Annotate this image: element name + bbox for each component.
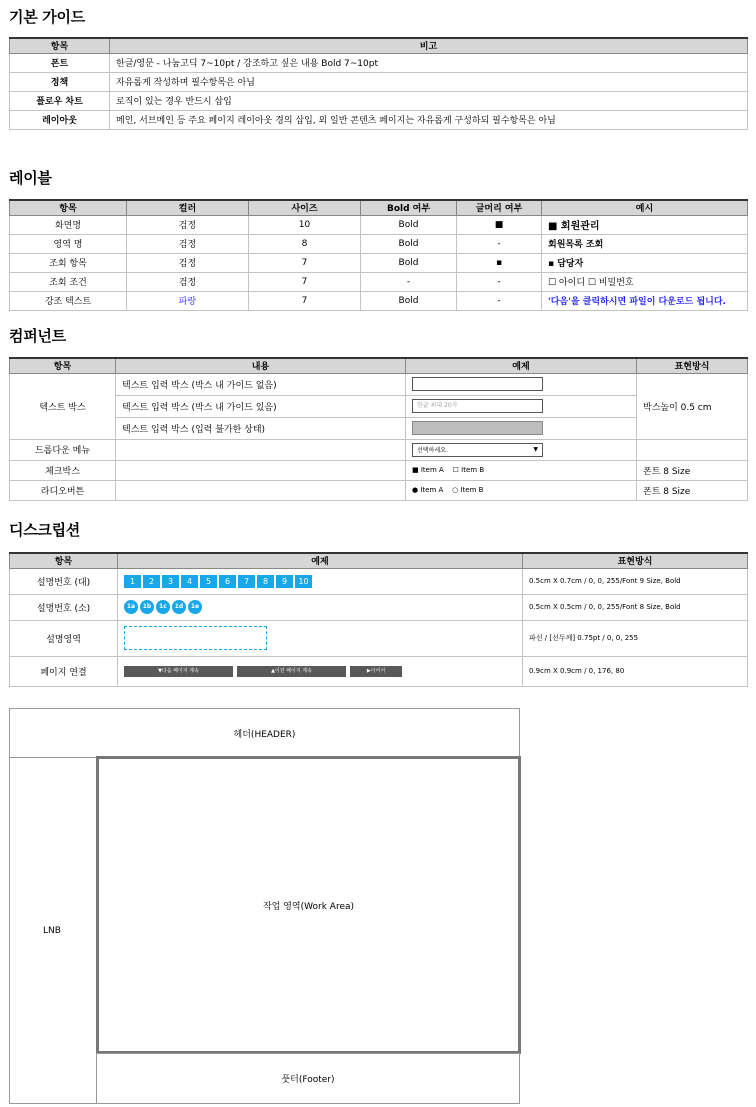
row-color: 파랑 <box>127 291 249 310</box>
desc-num-badge: 6 <box>219 575 236 588</box>
table-header <box>10 553 748 568</box>
col-header: 글머리 여부 <box>457 200 542 215</box>
row-size: 7 <box>249 272 361 291</box>
row-example <box>406 480 637 500</box>
row-style: 폰트 8 Size <box>637 460 748 480</box>
row-example <box>406 439 637 460</box>
row-bullet: ■ <box>457 215 542 234</box>
layout-work-area: 작업 영역(Work Area) <box>96 756 521 1054</box>
desc-num-badge: 4 <box>181 575 198 588</box>
row-item-textbox: 텍스트 박스 <box>10 373 116 439</box>
row-bullet: - <box>457 234 542 253</box>
row-item-checkbox: 체크박스 <box>10 460 116 480</box>
row-style: 파선 / [선두께] 0.75pt / 0, 0, 255 <box>523 620 748 656</box>
row-content <box>116 460 406 480</box>
row-size: 8 <box>249 234 361 253</box>
layout-lnb: LNB <box>9 757 97 1104</box>
description-table <box>9 552 748 687</box>
radio-item-a[interactable]: ● Item A <box>412 486 444 494</box>
row-size: 7 <box>249 291 361 310</box>
row-example <box>406 460 637 480</box>
component-table <box>9 357 748 501</box>
row-item: 정책 <box>10 72 110 91</box>
section-title-label: 레이블 <box>9 169 52 187</box>
row-item: 영역 명 <box>10 234 127 253</box>
section-title-component: 컴퍼넌트 <box>9 327 66 345</box>
row-item: 조회 조건 <box>10 272 127 291</box>
layout-footer: 풋터(Footer) <box>96 1053 520 1104</box>
row-color: 검정 <box>127 253 249 272</box>
col-header: 내용 <box>116 358 406 373</box>
desc-circle-badge: 1e <box>188 600 202 614</box>
table-header <box>10 38 748 53</box>
dashed-description-area <box>124 626 267 650</box>
layout-header: 헤더(HEADER) <box>9 708 520 758</box>
row-item: 화면명 <box>10 215 127 234</box>
continue-button[interactable]: ▶이어서 <box>350 666 402 677</box>
col-header: 컬러 <box>127 200 249 215</box>
col-header: 비고 <box>110 38 748 53</box>
row-color: 검정 <box>127 272 249 291</box>
row-example <box>118 568 523 594</box>
basic-guide-table <box>9 37 748 130</box>
row-example: '다음'을 클릭하시면 파일이 다운로드 됩니다. <box>542 291 748 310</box>
row-item: 페이지 연결 <box>10 656 118 686</box>
section-title-description: 디스크립션 <box>9 521 80 539</box>
row-note: 한글/영문 - 나눔고딕 7~10pt / 강조하고 싶은 내용 Bold 7~10pt <box>110 53 748 72</box>
desc-num-badge: 10 <box>295 575 312 588</box>
table-row <box>10 215 748 234</box>
desc-circle-badge: 1d <box>172 600 186 614</box>
label-table <box>9 199 748 311</box>
row-example <box>118 656 523 686</box>
table-row <box>10 234 748 253</box>
row-item: 설명영역 <box>10 620 118 656</box>
row-example <box>118 620 523 656</box>
text-input-example[interactable] <box>412 377 543 391</box>
row-color: 검정 <box>127 234 249 253</box>
desc-circle-badge: 1c <box>156 600 170 614</box>
table-row <box>10 253 748 272</box>
dropdown-value: 선택하세요. <box>417 447 448 454</box>
row-item: 폰트 <box>10 53 110 72</box>
row-size: 10 <box>249 215 361 234</box>
checkbox-item-b[interactable]: ☐ Item B <box>452 466 485 474</box>
table-row <box>10 656 748 686</box>
col-header: 항목 <box>10 200 127 215</box>
row-item: 설명번호 (대) <box>10 568 118 594</box>
row-bullet: - <box>457 272 542 291</box>
col-header: 사이즈 <box>249 200 361 215</box>
table-row <box>10 110 748 129</box>
col-header: 항목 <box>10 38 110 53</box>
row-item: 설명번호 (소) <box>10 594 118 620</box>
desc-num-badge: 7 <box>238 575 255 588</box>
row-content: 텍스트 입력 박스 (입력 불가한 상태) <box>116 417 406 439</box>
col-header: 예시 <box>542 200 748 215</box>
table-row <box>10 568 748 594</box>
row-example: ☐ 아이디 ☐ 비밀번호 <box>542 272 748 291</box>
row-style: 폰트 8 Size <box>637 480 748 500</box>
table-row <box>10 594 748 620</box>
row-content: 텍스트 입력 박스 (박스 내 가이드 있음) <box>116 395 406 417</box>
table-header <box>10 358 748 373</box>
row-style: 박스높이 0.5 cm <box>637 373 748 439</box>
desc-num-badge: 1 <box>124 575 141 588</box>
desc-circle-badge: 1a <box>124 600 138 614</box>
desc-num-badge: 5 <box>200 575 217 588</box>
row-bold: Bold <box>361 234 457 253</box>
row-size: 7 <box>249 253 361 272</box>
table-row <box>10 439 748 460</box>
desc-num-badge: 8 <box>257 575 274 588</box>
row-example <box>406 395 637 417</box>
row-note: 자유롭게 작성하며 필수항목은 아님 <box>110 72 748 91</box>
row-style: 0.9cm X 0.9cm / 0, 176, 80 <box>523 656 748 686</box>
table-row <box>10 53 748 72</box>
row-item: 플로우 차트 <box>10 91 110 110</box>
row-bold: Bold <box>361 291 457 310</box>
table-row <box>10 91 748 110</box>
desc-num-badge: 2 <box>143 575 160 588</box>
text-input-guide-example[interactable]: 한글 최대 20자 <box>412 399 543 413</box>
row-style: 0.5cm X 0.5cm / 0, 0, 255/Font 8 Size, Bold <box>523 594 748 620</box>
row-example: ▪ 담당자 <box>542 253 748 272</box>
table-row <box>10 620 748 656</box>
row-example <box>406 373 637 395</box>
text-input-disabled-example <box>412 421 543 435</box>
row-bold: Bold <box>361 215 457 234</box>
row-example: 회원목록 조회 <box>542 234 748 253</box>
col-header: 예제 <box>406 358 637 373</box>
col-header: Bold 여부 <box>361 200 457 215</box>
row-color: 검정 <box>127 215 249 234</box>
col-header: 표현방식 <box>523 553 748 568</box>
row-content <box>116 439 406 460</box>
row-content: 텍스트 입력 박스 (박스 내 가이드 없음) <box>116 373 406 395</box>
row-style: 0.5cm X 0.7cm / 0, 0, 255/Font 9 Size, Bold <box>523 568 748 594</box>
table-row <box>10 373 748 395</box>
table-row <box>10 291 748 310</box>
dropdown-example[interactable] <box>412 443 543 457</box>
row-note: 로직이 있는 경우 반드시 삽입 <box>110 91 748 110</box>
next-page-button[interactable]: ▼다음 페이지 계속 <box>124 666 233 677</box>
desc-num-badge: 9 <box>276 575 293 588</box>
row-item-dropdown: 드롭다운 메뉴 <box>10 439 116 460</box>
table-row <box>10 272 748 291</box>
col-header: 예제 <box>118 553 523 568</box>
row-bold: Bold <box>361 253 457 272</box>
table-row <box>10 480 748 500</box>
row-item-radio: 라디오버튼 <box>10 480 116 500</box>
row-example <box>118 594 523 620</box>
section-title-basic: 기본 가이드 <box>9 8 85 26</box>
row-note: 메인, 서브메인 등 주요 페이지 레이아웃 경의 삽입, 외 일반 콘텐츠 페이지는 자유롭게 구성하되 필수항목은 아님 <box>110 110 748 129</box>
col-header: 항목 <box>10 553 118 568</box>
table-row <box>10 460 748 480</box>
row-example: ■ 회원관리 <box>542 215 748 234</box>
table-header <box>10 200 748 215</box>
col-header: 표현방식 <box>637 358 748 373</box>
row-item: 강조 텍스트 <box>10 291 127 310</box>
checkbox-item-a[interactable]: ■ Item A <box>412 466 444 474</box>
row-style <box>637 439 748 460</box>
table-row <box>10 72 748 91</box>
chevron-down-icon: ▼ <box>533 446 538 453</box>
desc-num-badge: 3 <box>162 575 179 588</box>
radio-item-b[interactable]: ○ Item B <box>452 486 484 494</box>
col-header: 항목 <box>10 358 116 373</box>
row-bullet: - <box>457 291 542 310</box>
row-example <box>406 417 637 439</box>
row-item: 조회 항목 <box>10 253 127 272</box>
row-bullet: ▪ <box>457 253 542 272</box>
row-content <box>116 480 406 500</box>
desc-circle-badge: 1b <box>140 600 154 614</box>
row-bold: - <box>361 272 457 291</box>
prev-page-button[interactable]: ▲이전 페이지 계속 <box>237 666 346 677</box>
row-item: 레이아웃 <box>10 110 110 129</box>
